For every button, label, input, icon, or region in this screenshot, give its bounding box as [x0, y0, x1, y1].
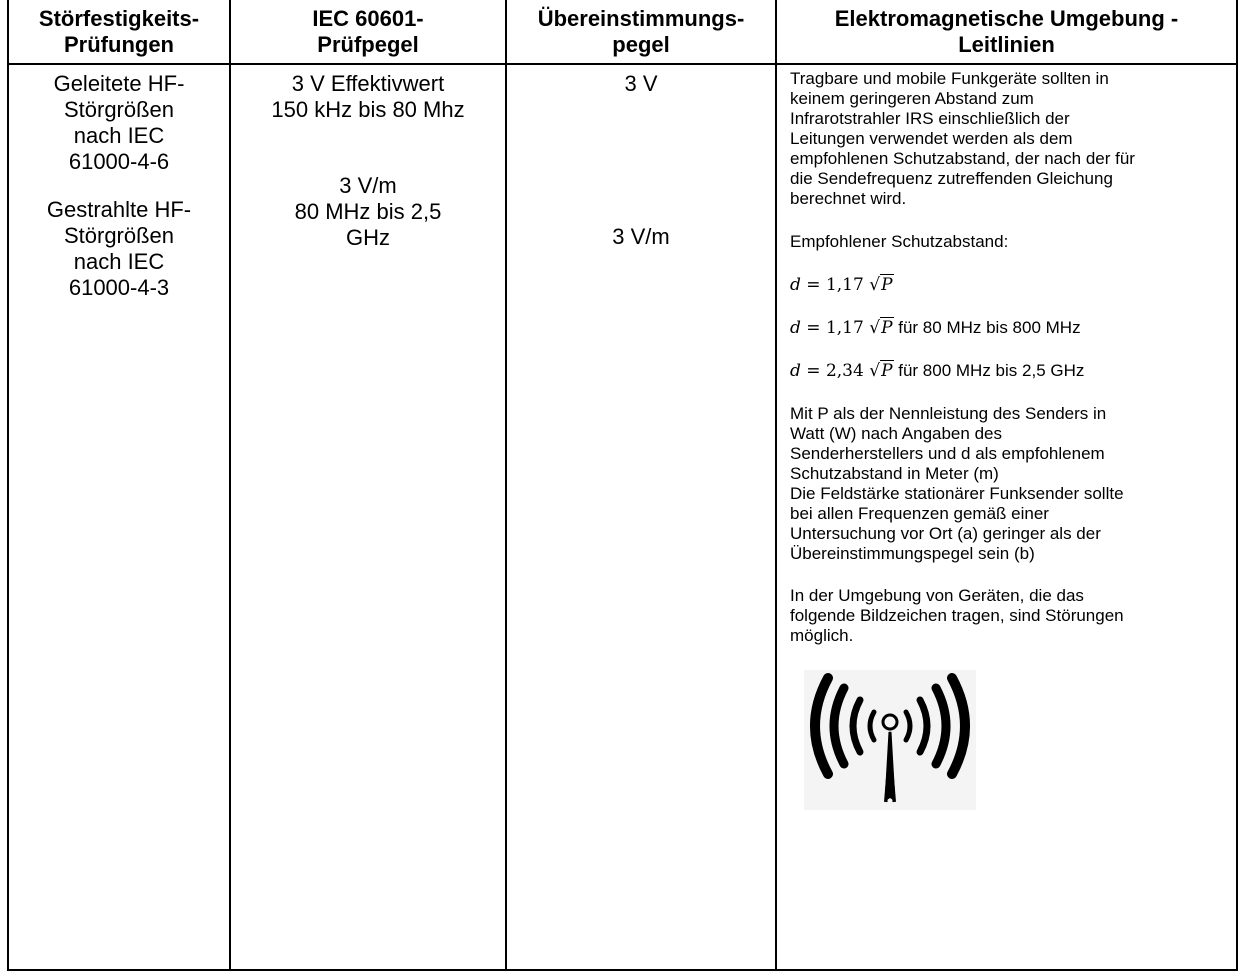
non-ionizing-radiation-icon [804, 670, 976, 810]
intro-paragraph: Tragbare und mobile Funkgeräte sollten in keinem geringeren Abstand zum Infrarotstrahler IRS einschließlich der Leitungen verwendet werden als dem empfohlenen Schutzabstand, der nach der für die Sendefrequenz zutreffenden Gleichung berechnet wird. [790, 69, 1135, 208]
cell-pruefpegel [230, 64, 506, 970]
cell-uebereinstimmungspegel [506, 64, 776, 970]
header-pruefpegel: IEC 60601- Prüfpegel [230, 0, 506, 64]
table-header-row [8, 0, 1237, 64]
emv-immunity-table [7, 0, 1238, 971]
equation-2: d = 1,17 √P für 80 MHz bis 800 MHz [790, 318, 1081, 338]
table-body-row [8, 64, 1237, 970]
nennleistung-paragraph: Mit P als der Nennleistung des Senders in Watt (W) nach Angaben des Senderherstellers und d als empfohlenem Schutzabstand in Meter (m) Die Feldstärke stationärer Funksender sollte bei allen Frequenzen gemäß einer Untersuchung vor Ort (a) geringer als der Übereinstimmungspegel sein (b) [790, 404, 1124, 563]
pegel-gestrahlt: 3 V/m [612, 224, 670, 249]
gestrahlte-hf-block: Gestrahlte HF- Störgrößen nach IEC 61000-4-3 [46, 197, 192, 300]
equation-1: d = 1,17 √P [790, 275, 893, 295]
geleitete-hf-block: Geleitete HF- Störgrößen nach IEC 61000-4-6 [53, 71, 185, 174]
cell-leitlinien [776, 64, 1237, 970]
cell-pruefungen [8, 64, 230, 970]
pruefpegel-gestrahlt: 3 V/m 80 MHz bis 2,5 GHz [294, 173, 442, 250]
header-umgebung-leitlinien: Elektromagnetische Umgebung - Leitlinien [776, 0, 1237, 64]
header-stoerfestigkeit: Störfestigkeits- Prüfungen [8, 0, 230, 64]
header-uebereinstimmungspegel: Übereinstimmungs- pegel [506, 0, 776, 64]
pruefpegel-geleitet: 3 V Effektivwert 150 kHz bis 80 Mhz [271, 71, 465, 122]
schutzabstand-label: Empfohlener Schutzabstand: [790, 232, 1009, 251]
equation-3: d = 2,34 √P für 800 MHz bis 2,5 GHz [790, 361, 1085, 381]
stoerungen-paragraph: In der Umgebung von Geräten, die das folgende Bildzeichen tragen, sind Störungen möglich. [790, 586, 1124, 645]
pegel-geleitet: 3 V [624, 71, 658, 96]
